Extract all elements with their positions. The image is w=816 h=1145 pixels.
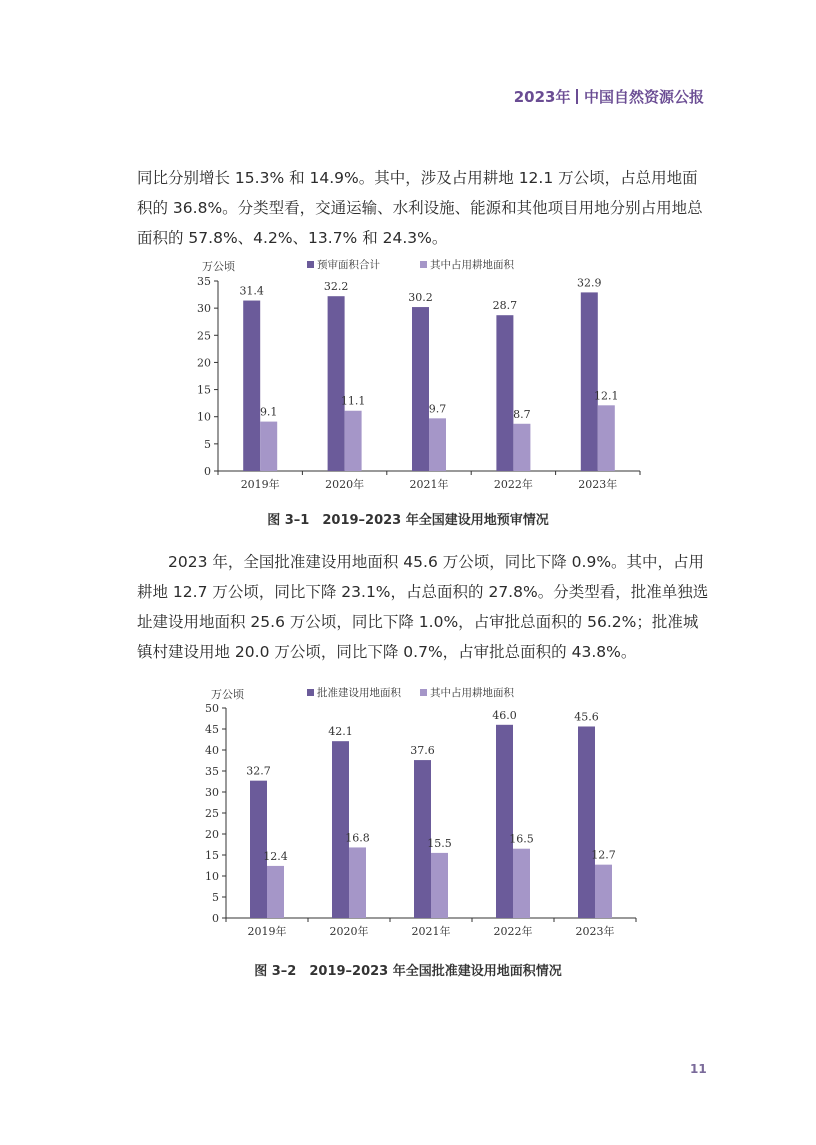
- x-tick-label: 2022年: [493, 925, 533, 938]
- bar-farmland: [429, 418, 446, 471]
- x-tick-label: 2019年: [247, 925, 287, 938]
- y-tick-label: 5: [204, 437, 211, 451]
- data-label: 16.8: [345, 831, 370, 845]
- running-header: [514, 86, 704, 107]
- y-tick-label: 40: [205, 744, 219, 757]
- figure-caption-1: 图 3–1 2019–2023 年全国建设用地预审情况: [267, 513, 549, 528]
- y-tick-label: 10: [205, 870, 219, 883]
- bar-farmland: [260, 422, 277, 471]
- header-title: 中国自然资源公报: [583, 88, 704, 106]
- bar-total: [581, 292, 598, 471]
- x-tick-label: 2023年: [575, 925, 615, 938]
- data-label: 45.6: [574, 710, 599, 724]
- y-tick-label: 0: [212, 912, 219, 925]
- bar-farmland: [513, 849, 530, 918]
- x-tick-label: 2021年: [409, 478, 449, 491]
- data-label: 37.6: [410, 744, 435, 758]
- y-tick-label: 30: [197, 302, 211, 316]
- bar-farmland: [267, 866, 284, 918]
- chart-approved-land: [0, 680, 816, 950]
- y-tick-label: 15: [205, 849, 219, 862]
- bar-farmland: [513, 424, 530, 471]
- data-label: 32.2: [323, 280, 349, 294]
- y-tick-label: 20: [205, 828, 219, 841]
- x-tick-label: 2020年: [325, 478, 365, 491]
- figure-caption-2: 图 3–2 2019–2023 年全国批准建设用地面积情况: [254, 964, 562, 979]
- x-tick-label: 2019年: [240, 478, 280, 491]
- header-divider: [576, 89, 578, 104]
- bar-farmland: [345, 411, 362, 471]
- data-label: 12.7: [591, 848, 616, 862]
- y-axis-unit-label: 万公顷: [202, 260, 235, 273]
- data-label: 32.9: [577, 276, 602, 290]
- data-label: 28.7: [492, 299, 518, 313]
- y-axis-unit-label: 万公顷: [211, 688, 244, 701]
- legend-label: 预审面积合计: [317, 259, 380, 271]
- legend-swatch: [420, 689, 427, 696]
- paragraph-2: 2023 年，全国批准建设用地面积 45.6 万公顷，同比下降 0.9%。其中，占用耕地 12.7 万公顷，同比下降 23.1%，占总面积的 27.8%。分类型看，批准单独选址建设用地面积 25.6 万公顷，同比下降 1.0%，占审批总面积的 56.2%；批准城镇村建设用地 20.0 万公顷，同比下降 0.7%，占审批总面积的 43.8%。: [137, 553, 709, 661]
- data-label: 42.1: [328, 725, 353, 739]
- bar-total: [496, 315, 513, 471]
- data-label: 9.7: [428, 402, 447, 416]
- y-tick-label: 35: [205, 765, 219, 778]
- y-tick-label: 35: [197, 275, 211, 288]
- bar-farmland: [431, 853, 448, 918]
- data-label: 12.4: [263, 849, 288, 863]
- data-label: 15.5: [427, 836, 452, 850]
- bar-total: [332, 741, 349, 918]
- data-label: 11.1: [340, 394, 366, 408]
- bar-farmland: [598, 405, 615, 471]
- y-tick-label: 5: [212, 891, 219, 904]
- data-label: 12.1: [594, 389, 619, 403]
- y-tick-label: 25: [197, 329, 211, 343]
- y-tick-label: 20: [197, 356, 211, 370]
- data-label: 9.1: [259, 405, 278, 419]
- y-tick-label: 25: [205, 807, 219, 820]
- legend-swatch: [420, 261, 427, 268]
- x-tick-label: 2020年: [329, 925, 369, 938]
- bar-farmland: [595, 865, 612, 918]
- legend-label: 其中占用耕地面积: [430, 259, 514, 271]
- legend-swatch: [307, 689, 314, 696]
- y-tick-label: 50: [205, 702, 219, 715]
- header-year: 2023年: [513, 88, 571, 106]
- bar-total: [328, 296, 345, 471]
- page-number: 11: [690, 1062, 707, 1076]
- bar-farmland: [349, 847, 366, 918]
- legend-swatch: [307, 261, 314, 268]
- y-tick-label: 10: [197, 410, 211, 424]
- legend-label: 其中占用耕地面积: [430, 687, 514, 699]
- bar-total: [243, 301, 260, 471]
- data-label: 16.5: [509, 832, 534, 846]
- y-tick-label: 0: [204, 465, 211, 478]
- data-label: 31.4: [239, 284, 264, 298]
- paragraph-1: 同比分别增长 15.3% 和 14.9%。其中，涉及占用耕地 12.1 万公顷，占总用地面积的 36.8%。分类型看，交通运输、水利设施、能源和其他项目用地分别占用地总面积的 57.8%、4.2%、13.7% 和 24.3%。: [137, 169, 703, 247]
- bar-total: [496, 725, 513, 918]
- data-label: 30.2: [408, 291, 433, 305]
- x-tick-label: 2023年: [578, 478, 618, 491]
- bar-total: [412, 307, 429, 471]
- x-tick-label: 2022年: [493, 478, 533, 491]
- legend-label: 批准建设用地面积: [317, 687, 401, 699]
- data-label: 32.7: [246, 764, 271, 778]
- y-tick-label: 45: [205, 723, 219, 736]
- data-label: 46.0: [492, 708, 517, 722]
- chart-land-preapproval: [0, 252, 816, 502]
- x-tick-label: 2021年: [411, 925, 451, 938]
- data-label: 8.7: [513, 407, 531, 421]
- bar-total: [578, 726, 595, 918]
- y-tick-label: 15: [197, 383, 211, 397]
- y-tick-label: 30: [205, 786, 219, 799]
